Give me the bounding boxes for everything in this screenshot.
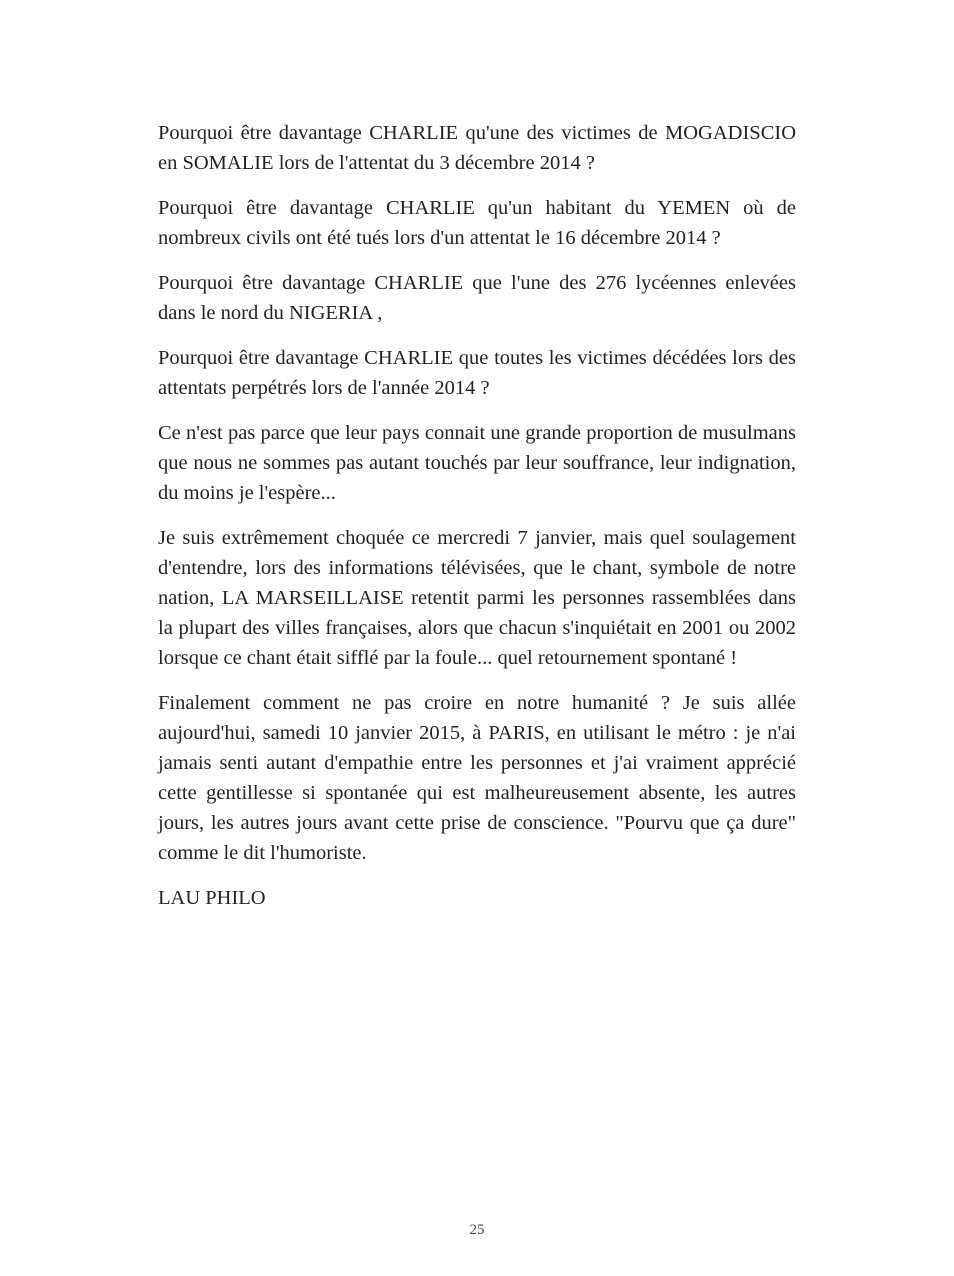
paragraph-victimes-2014: Pourquoi être davantage CHARLIE que toutes les victimes décédées lors des attentats perpétrés lors de l'année 2014 ? [158, 347, 796, 399]
paragraph-humanite: Finalement comment ne pas croire en notre humanité ? Je suis allée aujourd'hui, samedi 10 janvier 2015, à PARIS, en utilisant le métro : je n'ai jamais senti autant d'empathie entre les personnes et j'ai vraiment apprécié cette gentillesse si spontanée qui est malheureusement absente, les autres jours, les autres jours avant cette prise de conscience. "Pourvu que ça dure" comme le dit l'humoriste. [158, 692, 796, 864]
paragraph-musulmans: Ce n'est pas parce que leur pays connait une grande proportion de musulmans que nous ne sommes pas autant touchés par leur souffrance, leur indignation, du moins je l'espère... [158, 422, 796, 504]
paragraph-yemen: Pourquoi être davantage CHARLIE qu'un habitant du YEMEN où de nombreux civils ont été tués lors d'un attentat le 16 décembre 2014 ? [158, 197, 796, 249]
paragraph-marseillaise: Je suis extrêmement choquée ce mercredi 7 janvier, mais quel soulagement d'entendre, lors des informations télévisées, que le chant, symbole de notre nation, LA MARSEILLAISE retentit parmi les personnes rassemblées dans la plupart des villes françaises, alors que chacun s'inquiétait en 2001 ou 2002 lorsque ce chant était sifflé par la foule... quel retournement spontané ! [158, 527, 796, 669]
signature: LAU PHILO [158, 887, 266, 909]
paragraph-somalie: Pourquoi être davantage CHARLIE qu'une des victimes de MOGADISCIO en SOMALIE lors de l'attentat du 3 décembre 2014 ? [158, 122, 796, 174]
paragraph-nigeria: Pourquoi être davantage CHARLIE que l'une des 276 lycéennes enlevées dans le nord du NIGERIA , [158, 272, 796, 324]
body-text [158, 118, 796, 928]
page-number: 25 [469, 1222, 485, 1238]
